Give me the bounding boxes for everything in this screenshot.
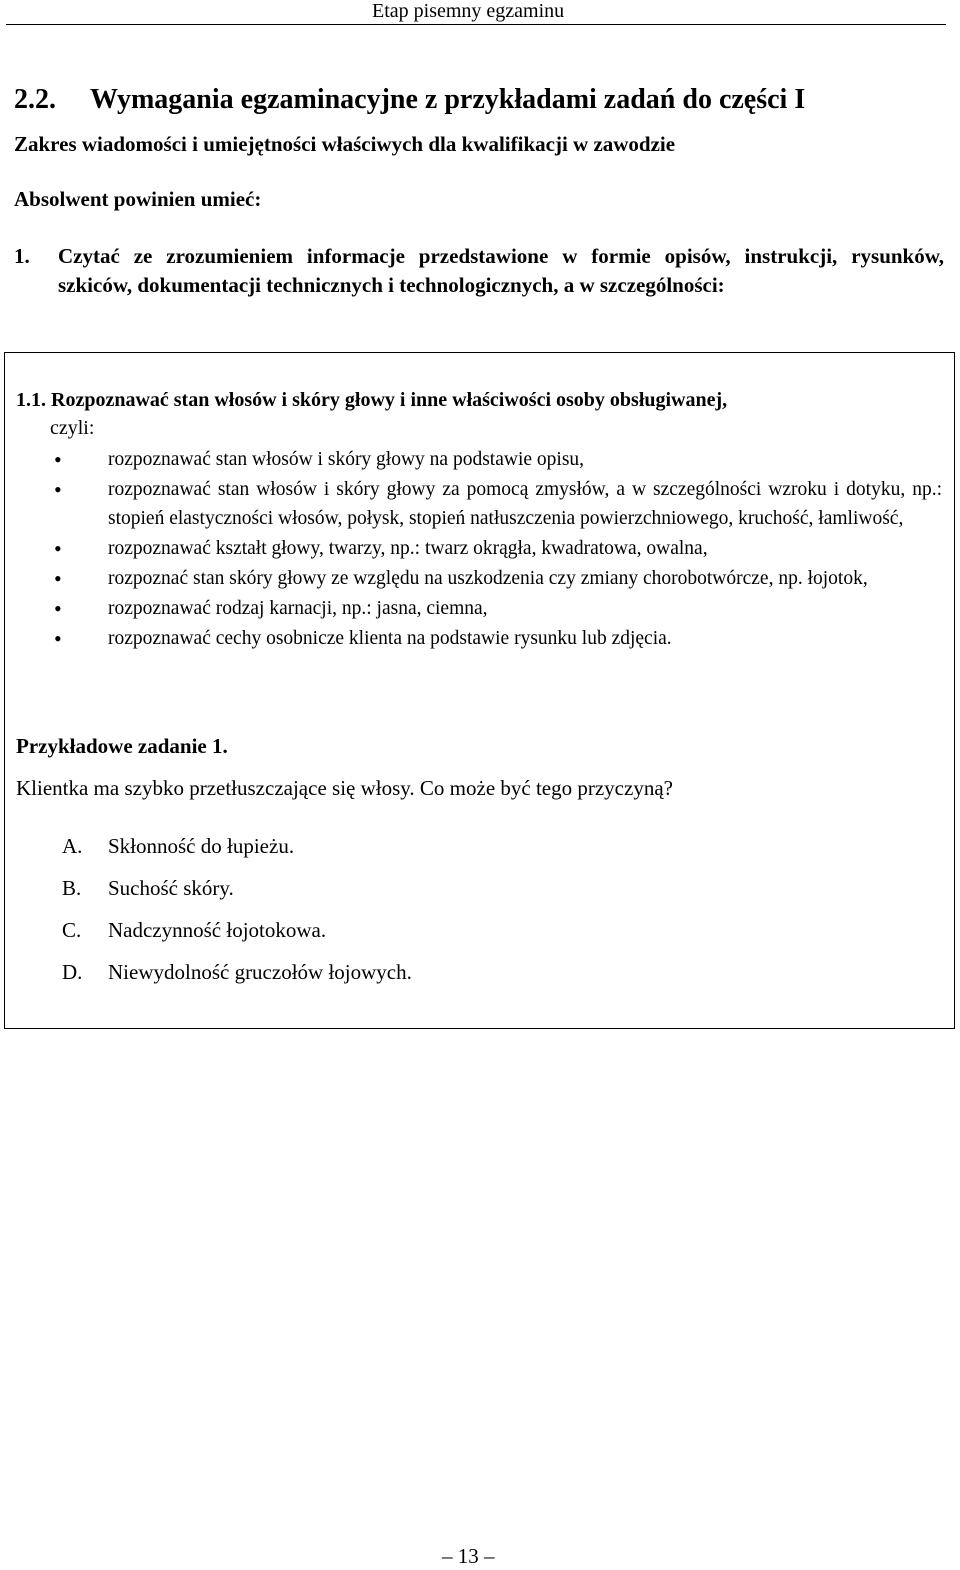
bullet-icon: • bbox=[54, 625, 62, 651]
answer-text: Niewydolność gruczołów łojowych. bbox=[108, 960, 412, 984]
criteria-list bbox=[16, 446, 942, 655]
answer-letter: B. bbox=[62, 876, 82, 900]
section-title: Wymagania egzaminacyjne z przykładami zadań do części I bbox=[90, 84, 806, 115]
example-heading: Przykładowe zadanie 1. bbox=[16, 734, 228, 758]
list-item: • rozpoznawać cechy osobnicze klienta na podstawie rysunku lub zdjęcia. bbox=[16, 625, 942, 654]
question-text: Klientka ma szybko przetłuszczające się włosy. Co może być tego przyczyną? bbox=[16, 776, 673, 800]
bullet-icon: • bbox=[54, 477, 62, 502]
item-1-1 bbox=[16, 386, 942, 442]
answer-option[interactable] bbox=[62, 960, 412, 1002]
list-item: • rozpoznawać stan włosów i skóry głowy na podstawie opisu, bbox=[16, 446, 942, 475]
answer-letter: D. bbox=[62, 960, 83, 984]
answer-text: Skłonność do łupieżu. bbox=[108, 834, 295, 858]
answer-option[interactable] bbox=[62, 918, 412, 960]
bullet-icon: • bbox=[54, 447, 62, 472]
answer-option[interactable] bbox=[62, 876, 412, 918]
section-heading bbox=[14, 84, 805, 116]
answer-options bbox=[62, 834, 412, 1002]
list-item: • rozpoznać stan skóry głowy ze względu na uszkodzenia czy zmiany chorobotwórcze, np. łojotok, bbox=[16, 565, 942, 594]
item-1-1-title: 1.1. Rozpoznawać stan włosów i skóry głowy i inne właściwości osoby obsługiwanej, bbox=[16, 389, 728, 411]
list-item: • rozpoznawać rodzaj karnacji, np.: jasna, ciemna, bbox=[16, 595, 942, 624]
running-header: Etap pisemny egzaminu bbox=[372, 0, 565, 22]
bullet-icon: • bbox=[54, 535, 62, 561]
section-subtitle: Zakres wiadomości i umiejętności właściwych dla kwalifikacji w zawodzie bbox=[14, 132, 676, 156]
answer-letter: C. bbox=[62, 918, 82, 942]
page-number: – 13 – bbox=[442, 1544, 495, 1568]
requirement-1 bbox=[14, 242, 944, 300]
list-item: • rozpoznawać kształt głowy, twarzy, np.: twarz okrągła, kwadratowa, owalna, bbox=[16, 535, 942, 564]
requirement-number: 1. bbox=[14, 244, 30, 268]
absolwent-label: Absolwent powinien umieć: bbox=[14, 187, 262, 211]
bullet-icon: • bbox=[54, 595, 62, 621]
header-rule bbox=[6, 24, 946, 25]
requirement-text: Czytać ze zrozumieniem informacje przedstawione w formie opisów, instrukcji, rysunków, szkiców, dokumentacji technicznych i technologicznych, a w szczególności: bbox=[58, 244, 944, 297]
bullet-icon: • bbox=[54, 565, 62, 591]
answer-text: Suchość skóry. bbox=[108, 876, 234, 900]
answer-letter: A. bbox=[62, 834, 83, 858]
answer-text: Nadczynność łojotokowa. bbox=[108, 918, 327, 942]
list-item: • rozpoznawać stan włosów i skóry głowy za pomocą zmysłów, a w szczególności wzroku i dotyku, np.: stopień elastyczności włosów, połysk, stopień natłuszczenia powierzchniowego, kruchość, łamliwość, bbox=[54, 477, 942, 529]
item-1-1-cont: czyli: bbox=[50, 417, 95, 439]
answer-option[interactable] bbox=[62, 834, 412, 876]
section-number: 2.2. bbox=[14, 84, 56, 115]
